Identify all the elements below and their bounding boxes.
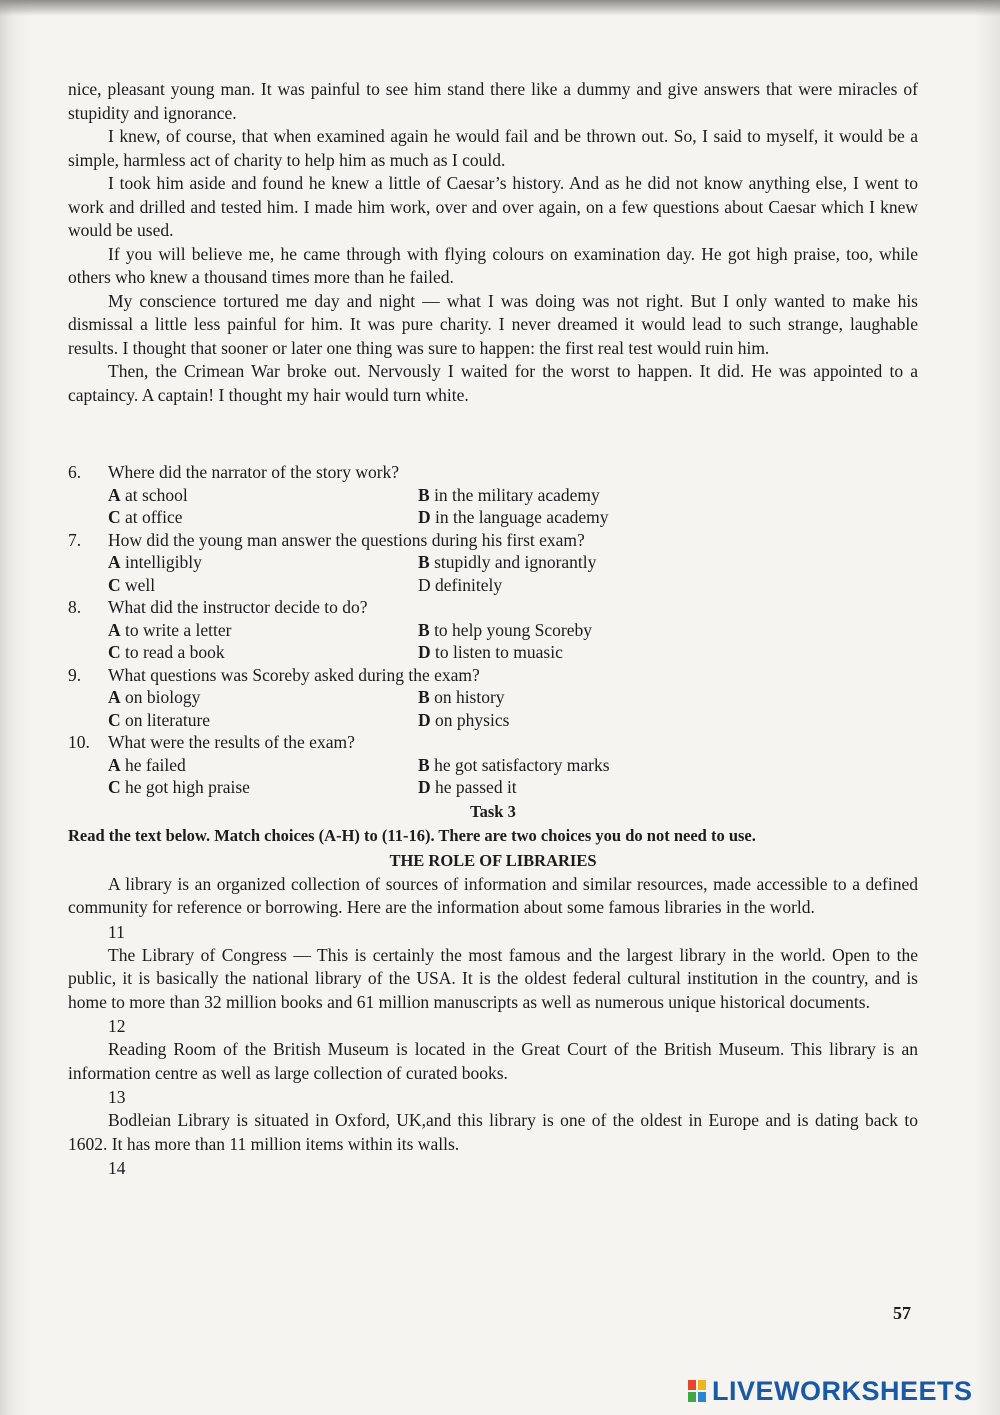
question-8 (68, 596, 918, 664)
question-number: 9. (68, 664, 82, 685)
question-text: How did the young man answer the questions during his first exam? (108, 529, 585, 550)
brand-name: LIVEWORKSHEETS (712, 1375, 973, 1406)
option-d[interactable]: D to listen to muasic (418, 642, 563, 662)
question-number: 7. (68, 529, 82, 550)
question-number: 10. (68, 732, 90, 752)
text-title: THE ROLE OF LIBRARIES (389, 850, 597, 870)
question-number: 8. (68, 597, 82, 617)
option-c[interactable]: C to read a book (108, 642, 225, 662)
question-text: What did the instructor decide to do? (108, 597, 368, 617)
question-6 (68, 461, 918, 529)
item-number: 14 (108, 1158, 126, 1178)
question-text: Where did the narrator of the story work? (108, 462, 400, 482)
liveworksheets-brand[interactable] (688, 1375, 988, 1407)
question-text: What questions was Scoreby asked during the exam? (108, 664, 480, 685)
option-a[interactable]: A he failed (108, 754, 186, 775)
question-7 (68, 529, 918, 597)
option-d[interactable]: D definitely (418, 574, 503, 595)
option-a[interactable]: A at school (108, 484, 188, 505)
liveworksheets-logo-icon (688, 1379, 708, 1403)
question-9 (68, 664, 918, 732)
option-c[interactable]: C well (108, 574, 156, 595)
option-c[interactable]: C at office (108, 507, 183, 527)
question-text: What were the results of the exam? (108, 732, 355, 752)
passage-paragraph: I took him aside and found he knew a little of Caesar’s history. And as he did not know anything else, I went to work and drilled and tested him. I made him work, over and over again, on a few questions about Caesar which I knew would be used. (68, 173, 918, 240)
passage-paragraph: I knew, of course, that when examined again he would fail and be thrown out. So, I said to myself, it would be a simple, harmless act of charity to help him as much as I could. (68, 126, 918, 170)
task-heading: Task 3 (470, 801, 516, 821)
option-a[interactable]: A intelligibly (108, 552, 202, 572)
passage-paragraph: nice, pleasant young man. It was painful to see him stand there like a dummy and give answers that were miracles of stupidity and ignorance. (68, 79, 918, 123)
page-number: 57 (893, 1303, 911, 1323)
option-a[interactable]: A to write a letter (108, 619, 232, 640)
task-intro: A library is an organized collection of sources of information and similar resources, made accessible to a defined community for reference or borrowing. Here are the information about some famous libraries in the world. (68, 873, 918, 917)
item-text: Bodleian Library is situated in Oxford, UK,and this library is one of the oldest in Europe and is dating back to 1602. It has more than 11 million items within its walls. (68, 1110, 918, 1154)
item-number: 13 (108, 1087, 126, 1107)
passage-paragraph: My conscience tortured me day and night — what I was doing was not right. But I only wanted to make his dismissal a little less painful for him. It was pure charity. I never dreamed it would lead to such strange, laughable results. I thought that sooner or later one thing was sure to happen: the first real test would ruin him. (68, 290, 918, 358)
passage-paragraph: Then, the Crimean War broke out. Nervously I waited for the worst to happen. It did. He was appointed to a captaincy. A captain! I thought my hair would turn white. (68, 361, 918, 405)
item-number: 11 (108, 921, 125, 942)
option-c[interactable]: C on literature (108, 709, 211, 730)
passage-paragraph: If you will believe me, he came through with flying colours on examination day. He got high praise, too, while others who knew a thousand times more than he failed. (68, 243, 918, 287)
option-d[interactable]: D in the language academy (418, 507, 609, 527)
option-b[interactable]: B he got satisfactory marks (418, 754, 610, 775)
page-content (68, 78, 918, 1180)
option-d[interactable]: D he passed it (418, 777, 517, 797)
option-b[interactable]: B in the military academy (418, 484, 600, 505)
item-text: The Library of Congress — This is certainly the most famous and the largest library in the world. Open to the public, it is basically the national library of the USA. It is the oldest federal cultural institution in the country, and is home to more than 32 million books and 61 million manuscripts as well as numerous unique historical documents. (68, 944, 918, 1012)
item-text: Reading Room of the British Museum is located in the Great Court of the British Museum. This library is an information centre as well as large collection of curated books. (68, 1039, 918, 1083)
question-number: 6. (68, 462, 82, 482)
option-b[interactable]: B to help young Scoreby (418, 619, 593, 640)
option-b[interactable]: B stupidly and ignorantly (418, 552, 597, 572)
option-a[interactable]: A on biology (108, 687, 201, 707)
task-instruction: Read the text below. Match choices (A-H) to (11-16). There are two choices you do not need to use. (68, 825, 756, 845)
question-10 (68, 731, 918, 799)
item-number: 12 (108, 1016, 126, 1036)
option-c[interactable]: C he got high praise (108, 777, 250, 797)
option-b[interactable]: B on history (418, 687, 505, 707)
scan-edge-shadow (0, 0, 1000, 16)
option-d[interactable]: D on physics (418, 709, 510, 730)
